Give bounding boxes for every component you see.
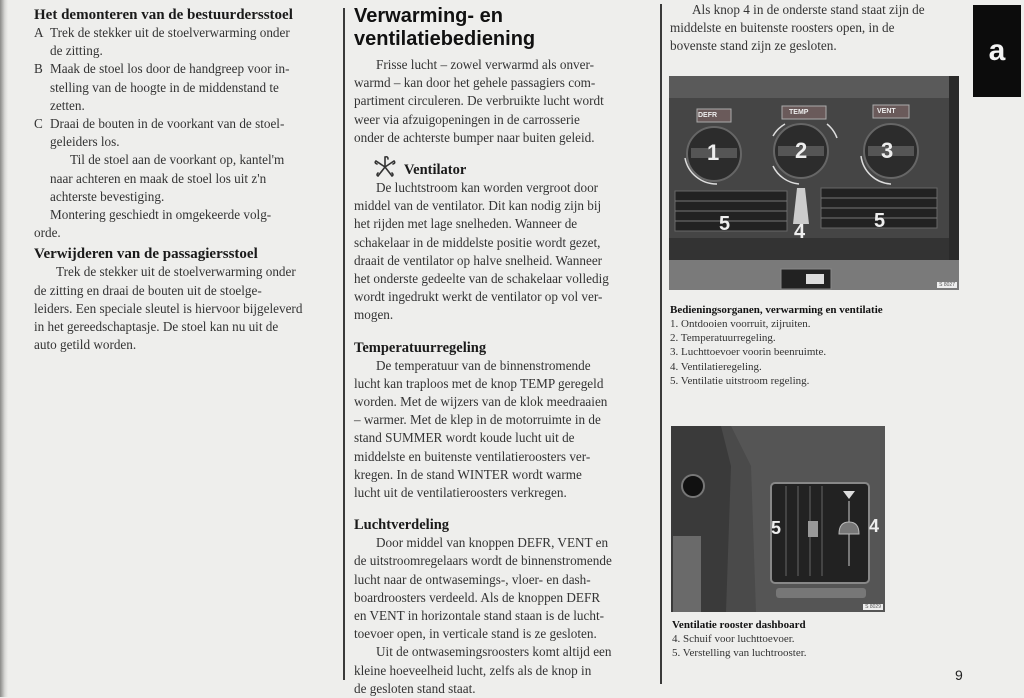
step-letter: A (34, 25, 44, 40)
vent-grille (771, 483, 869, 583)
caption-item: 4. Schuif voor luchttoevoer. (672, 633, 795, 645)
callout-3: 3 (881, 138, 894, 163)
paragraph-knob4 (670, 1, 960, 56)
line: lucht uit de ventilatieroosters verkregen. (354, 485, 567, 501)
step-text (50, 60, 290, 115)
line: de zitting en draai de bouten uit de stoelge- (34, 282, 262, 298)
callout-4: 4 (794, 221, 806, 243)
photo-id: S 8029 (865, 604, 881, 610)
line: Draai de bouten in de voorkant van de stoel- (50, 116, 285, 132)
line: in het gereedschaptasje. De stoel kan nu uit de (34, 319, 279, 335)
left-column (34, 6, 334, 354)
line: stand SUMMER wordt koude lucht uit de (354, 430, 575, 446)
fan-icon (372, 155, 398, 179)
vent-grille-left (675, 191, 787, 231)
line: Uit de ontwasemingsroosters komt altijd een (376, 644, 612, 660)
line: kregen. In de stand WINTER wordt warme (354, 466, 582, 482)
title-line: Verwarming- en (354, 5, 503, 27)
figure2-caption (672, 618, 962, 660)
line: leiders. Een speciale sleutel is hiervoor bijgeleverd (34, 300, 303, 316)
callout-5-left: 5 (719, 213, 731, 235)
caption-title: Ventilatie rooster dashboard (672, 619, 806, 631)
figure1-caption (670, 303, 960, 388)
label-vent: VENT (877, 108, 896, 115)
line: Trek de stekker uit de stoelverwarming onder (50, 25, 290, 40)
step-b (34, 60, 334, 115)
line: Als knop 4 in de onderste stand staat zijn de (692, 2, 925, 17)
callout-1: 1 (707, 140, 720, 165)
line: de uitstroomregelaars wordt de binnenstromende (354, 553, 612, 569)
line: auto getild worden. (34, 337, 137, 353)
caption-title: Bedieningsorganen, verwarming en ventilatie (670, 304, 883, 316)
page-binding-shadow (0, 0, 8, 697)
photo-id: S 8027 (939, 282, 955, 288)
line: onder de achterste bumper naar buiten geleid. (354, 129, 595, 145)
line: boardroosters verdeeld. Als de knoppen DEFR (354, 589, 601, 605)
caption-item: 5. Verstelling van luchtrooster. (672, 647, 807, 660)
callout-5: 5 (771, 518, 782, 538)
caption-item: 4. Ventilatieregeling. (670, 360, 762, 373)
line: de zitting. (50, 43, 103, 59)
line: – warmer. Met de klep in de motorruimte in de (354, 412, 601, 428)
line: orde. (34, 225, 61, 241)
paragraph-intro (354, 56, 654, 147)
step-text (50, 115, 284, 151)
paragraph-defrost (354, 643, 654, 698)
heading-passenger-seat: Verwijderen van de passagiersstoel (34, 246, 258, 263)
line: Til de stoel aan de voorkant op, kantel'm (70, 152, 285, 168)
line: Trek de stekker uit de stoelverwarming onder (56, 264, 296, 280)
step-letter: C (34, 116, 43, 132)
line: geleiders los. (50, 134, 120, 150)
callout-2: 2 (795, 138, 808, 163)
column-divider-right (660, 4, 662, 684)
line: het onderste gedeelte van de schakelaar volledig (354, 271, 609, 287)
line: bovenste stand zijn ze gesloten. (670, 38, 837, 54)
line: worden. Met de wijzers van de klok meedraaien (354, 394, 608, 410)
line: lucht kan traploos met de knop TEMP geregeld (354, 375, 604, 391)
caption-item: 2. Temperatuurregeling. (670, 332, 776, 345)
line: naar achteren en maak de stoel los uit z'n (50, 170, 267, 186)
line: partiment circuleren. De verbruikte lucht wordt (354, 93, 604, 109)
callout-4: 4 (869, 516, 880, 536)
line: warmd – kan door het gehele passagiers com- (354, 75, 596, 91)
right-column (670, 1, 960, 56)
line: en VENT in horizontale stand staan is de lucht- (354, 608, 605, 624)
paragraph-assembly (34, 206, 334, 242)
title-line: ventilatiebediening (354, 28, 536, 50)
paragraph-ventilator (354, 179, 654, 325)
line: weer via afzuigopeningen in de carrosserie (354, 111, 580, 127)
step-list (34, 24, 334, 151)
label-temp: TEMP (789, 109, 809, 116)
middle-column (354, 5, 654, 698)
line: De temperatuur van de binnenstromende (376, 357, 591, 373)
paragraph-tilt-seat (34, 151, 334, 206)
heater-controls-photo (669, 76, 959, 290)
page-number: 9 (955, 667, 963, 683)
line: De luchtstroom kan worden vergroot door (376, 180, 599, 196)
line: kleine hoeveelheid lucht, zelfs als de knop in (354, 662, 592, 678)
caption-item: 5. Ventilatie uitstroom regeling. (670, 374, 810, 387)
step-a (34, 24, 334, 60)
line: lucht naar de ontwasemings-, vloer- en dash- (354, 571, 591, 587)
column-divider-left (343, 8, 345, 680)
line: achterste bevestiging. (50, 188, 165, 204)
heading-ventilator: Ventilator (404, 162, 467, 179)
line: stelling van de hoogte in de middenstand te (50, 79, 279, 95)
paragraph-passenger-seat (34, 263, 334, 354)
section-tab: a (973, 5, 1021, 97)
line: middel van de ventilator. Dit kan nodig zijn bij (354, 198, 602, 214)
heater-controls-illustration (669, 76, 959, 290)
line: het rijden met lage snelheden. Wanneer de (354, 216, 578, 232)
step-text (50, 24, 290, 60)
caption-item: 3. Luchttoevoer voorin beenruimte. (670, 346, 827, 359)
dashboard-vent-photo (671, 426, 885, 612)
callout-5-right: 5 (874, 210, 886, 232)
line: draait de ventilator op halve snelheid. Wanneer (354, 252, 603, 268)
step-letter: B (34, 61, 43, 77)
line: wordt ingedrukt werkt de ventilator op vol ver- (354, 289, 603, 305)
step-c (34, 115, 334, 151)
line: Montering geschiedt in omgekeerde volg- (50, 207, 272, 223)
line: mogen. (354, 307, 394, 323)
paragraph-air-distribution (354, 534, 654, 643)
line: middelste en buitenste ventilatieroosters ver- (354, 448, 591, 464)
line: schakelaar in de middelste positie wordt gezet, (354, 234, 601, 250)
line: zetten. (50, 97, 85, 113)
label-defr: DEFR (698, 112, 718, 119)
page-title (354, 5, 654, 51)
line: Frisse lucht – zowel verwarmd als onver- (376, 57, 594, 72)
line: toevoer open, in verticale stand is ze gesloten. (354, 626, 597, 642)
line: Maak de stoel los door de handgreep voor in- (50, 61, 290, 77)
heading-driver-seat: Het demonteren van de bestuurdersstoel (34, 7, 293, 23)
line: middelste en buitenste roosters open, in de (670, 20, 895, 36)
heading-temperature: Temperatuurregeling (354, 339, 487, 356)
heading-air-distribution: Luchtverdeling (354, 517, 450, 534)
caption-item: 1. Ontdooien voorruit, zijruiten. (670, 318, 811, 330)
ventilator-heading-row (354, 155, 654, 179)
line: Door middel van knoppen DEFR, VENT en (376, 535, 609, 551)
paragraph-temperature (354, 357, 654, 503)
line: de gesloten stand staat. (354, 680, 476, 696)
